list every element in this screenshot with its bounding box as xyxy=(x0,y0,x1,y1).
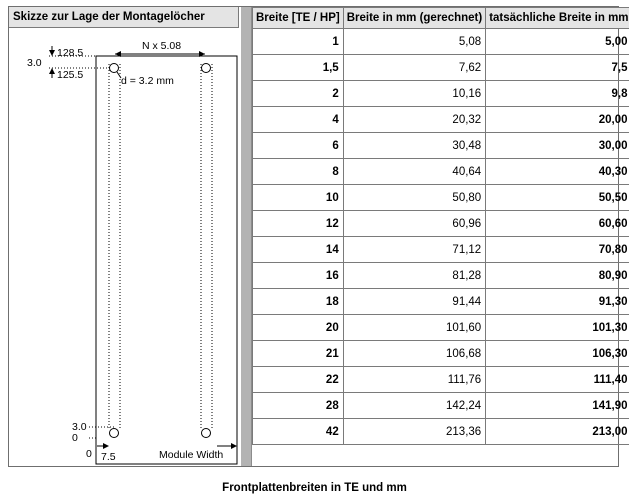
header-te: Breite [TE / HP] xyxy=(253,8,344,29)
cell-actual: 70,80 xyxy=(486,237,629,263)
cell-te: 1,5 xyxy=(253,55,344,81)
table-row xyxy=(253,55,629,81)
cell-calc: 142,24 xyxy=(343,393,485,419)
cell-calc: 213,36 xyxy=(343,419,485,445)
header-actual: tatsächliche Breite in mm xyxy=(486,8,629,29)
label-7-5: 7.5 xyxy=(101,451,116,463)
cell-calc: 81,28 xyxy=(343,263,485,289)
table-row xyxy=(253,237,629,263)
table-row xyxy=(253,107,629,133)
spacing-label: N x 5.08 xyxy=(142,40,182,52)
cell-te: 6 xyxy=(253,133,344,159)
cell-te: 2 xyxy=(253,81,344,107)
table-row xyxy=(253,263,629,289)
cell-actual: 50,50 xyxy=(486,185,629,211)
table-row xyxy=(253,393,629,419)
label-128-5: 128.5 xyxy=(57,47,84,59)
sketch-title: Skizze zur Lage der Montagelöcher xyxy=(9,7,239,28)
table-row xyxy=(253,367,629,393)
cell-actual: 60,60 xyxy=(486,211,629,237)
mounting-hole-sketch xyxy=(9,28,239,466)
cell-actual: 9,8 xyxy=(486,81,629,107)
table-row xyxy=(253,289,629,315)
cell-te: 16 xyxy=(253,263,344,289)
cell-calc: 60,96 xyxy=(343,211,485,237)
cell-actual: 141,90 xyxy=(486,393,629,419)
table-row xyxy=(253,81,629,107)
table-row xyxy=(253,185,629,211)
cell-calc: 7,62 xyxy=(343,55,485,81)
cell-calc: 50,80 xyxy=(343,185,485,211)
hole-top-right xyxy=(202,64,211,73)
hole-bottom-right xyxy=(202,429,211,438)
label-3-0-top: 3.0 xyxy=(27,57,42,69)
cell-actual: 106,30 xyxy=(486,341,629,367)
cell-actual: 20,00 xyxy=(486,107,629,133)
cell-te: 1 xyxy=(253,29,344,55)
cell-actual: 101,30 xyxy=(486,315,629,341)
module-width-label: Module Width xyxy=(159,449,224,461)
label-125-5: 125.5 xyxy=(57,69,84,81)
table-header-row xyxy=(253,8,629,29)
cell-te: 4 xyxy=(253,107,344,133)
cell-te: 42 xyxy=(253,419,344,445)
table-row xyxy=(253,341,629,367)
column-divider xyxy=(241,7,252,466)
cell-calc: 101,60 xyxy=(343,315,485,341)
cell-actual: 111,40 xyxy=(486,367,629,393)
header-calculated: Breite in mm (gerechnet) xyxy=(343,8,485,29)
cell-calc: 106,68 xyxy=(343,341,485,367)
cell-calc: 71,12 xyxy=(343,237,485,263)
hole-top-left xyxy=(110,64,119,73)
label-0-bottom: 0 xyxy=(72,432,78,444)
cell-te: 10 xyxy=(253,185,344,211)
table-row xyxy=(253,29,629,55)
cell-actual: 80,90 xyxy=(486,263,629,289)
arrow-up-icon xyxy=(49,68,55,74)
table-row xyxy=(253,315,629,341)
cell-te: 20 xyxy=(253,315,344,341)
table-row xyxy=(253,133,629,159)
arrow-right-small-icon xyxy=(103,443,109,449)
label-3-0-bottom: 3.0 xyxy=(72,421,87,433)
cell-calc: 111,76 xyxy=(343,367,485,393)
cell-te: 12 xyxy=(253,211,344,237)
hole-diameter-label: d = 3.2 mm xyxy=(121,75,174,87)
cell-te: 18 xyxy=(253,289,344,315)
cell-te: 21 xyxy=(253,341,344,367)
width-table xyxy=(252,7,629,445)
panel-outline xyxy=(96,56,237,464)
arrow-down-icon xyxy=(49,50,55,56)
sketch-drawing xyxy=(9,28,239,466)
cell-te: 28 xyxy=(253,393,344,419)
figure-caption: Frontplattenbreiten in TE und mm xyxy=(222,482,407,494)
table-row xyxy=(253,211,629,237)
cell-actual: 30,00 xyxy=(486,133,629,159)
arrow-right-module-icon xyxy=(231,443,237,449)
cell-actual: 213,00 xyxy=(486,419,629,445)
cell-calc: 40,64 xyxy=(343,159,485,185)
hole-bottom-left xyxy=(110,429,119,438)
cell-calc: 5,08 xyxy=(343,29,485,55)
cell-actual: 7,5 xyxy=(486,55,629,81)
cell-actual: 5,00 xyxy=(486,29,629,55)
label-x-zero: 0 xyxy=(86,448,92,460)
cell-actual: 40,30 xyxy=(486,159,629,185)
cell-te: 22 xyxy=(253,367,344,393)
table-row xyxy=(253,159,629,185)
cell-calc: 30,48 xyxy=(343,133,485,159)
cell-calc: 20,32 xyxy=(343,107,485,133)
cell-te: 14 xyxy=(253,237,344,263)
table-row xyxy=(253,419,629,445)
cell-te: 8 xyxy=(253,159,344,185)
cell-calc: 10,16 xyxy=(343,81,485,107)
document-frame xyxy=(8,6,629,467)
cell-calc: 91,44 xyxy=(343,289,485,315)
cell-actual: 91,30 xyxy=(486,289,629,315)
